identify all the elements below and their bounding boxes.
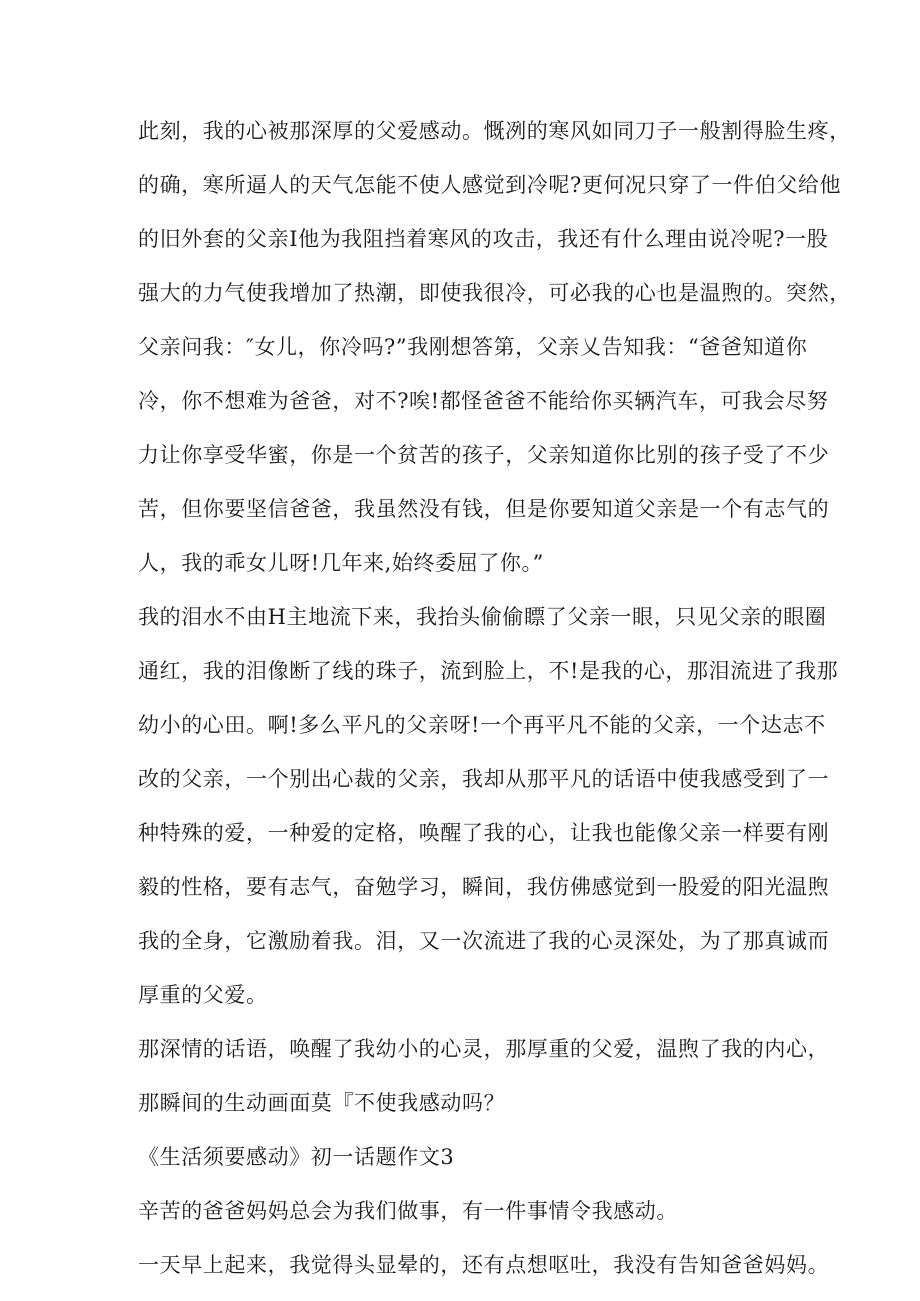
text-line: 冷，你不想难为爸爸，对不?唉!都怪爸爸不能给你买辆汽车，可我会尽努 [138, 389, 829, 413]
text-line: 那深情的话语，唤醒了我幼小的心灵，那厚重的父爱，温煦了我的内心， [138, 1037, 830, 1061]
text-line: 一天早上起来，我觉得头显晕的，还有点想呕吐，我没有告知爸爸妈妈。 [138, 1253, 830, 1277]
text-line: 厚重的父爱。 [138, 983, 268, 1007]
text-line: 的旧外套的父亲I他为我阻挡着寒风的攻击，我还有什么理由说冷呢?一股 [138, 227, 829, 251]
text-line: 改的父亲，一个别出心裁的父亲，我却从那平凡的话语中使我感受到了一 [138, 767, 830, 791]
section-heading: 《生活须要感动》初一话题作文3 [138, 1145, 455, 1169]
text-line: 幼小的心田。啊!多么平凡的父亲呀!一个再平凡不能的父亲，一个达志不 [138, 713, 826, 737]
text-line: 辛苦的爸爸妈妈总会为我们做事，有一件事情令我感动。 [138, 1199, 678, 1223]
text-line: 那瞬间的生动画面莫『不使我感动吗？ [138, 1091, 506, 1115]
text-line: 人，我的乖女儿呀!几年来,始终委屈了你。” [138, 551, 544, 575]
text-line: 的确，寒所逼人的天气怎能不使人感觉到冷呢?更何况只穿了一件伯父给他 [138, 173, 842, 197]
text-line: 此刻，我的心被那深厚的父爱感动。慨冽的寒风如同刀子一般割得脸生疼， [138, 119, 851, 143]
text-line: 毅的性格，要有志气，奋勉学习，瞬间，我仿佛感觉到一股爱的阳光温煦 [138, 875, 830, 899]
text-line: 强大的力气使我增加了热潮，即使我很冷，可必我的心也是温煦的。突然， [138, 281, 851, 305]
text-line: 力让你享受华蜜，你是一个贫苦的孩子，父亲知道你比别的孩子受了不少 [138, 443, 830, 467]
text-line: 我的全身，它激励着我。泪，又一次流进了我的心灵深处，为了那真诚而 [138, 929, 830, 953]
text-line: 种特殊的爱，一种爱的定格，唤醒了我的心，让我也能像父亲一样要有刚 [138, 821, 830, 845]
text-line: 父亲问我：″女儿，你冷吗?”我刚想答第，父亲乂告知我：“爸爸知道你 [138, 335, 808, 359]
text-line: 我的泪水不由H主地流下来，我抬头偷偷瞟了父亲一眼，只见父亲的眼圈 [138, 605, 827, 629]
text-line: 通红，我的泪像断了线的珠子，流到脸上，不!是我的心，那泪流进了我那 [138, 659, 839, 683]
text-line: 苦，但你要坚信爸爸，我虽然没有钱，但是你要知道父亲是一个有志气的 [138, 497, 830, 521]
